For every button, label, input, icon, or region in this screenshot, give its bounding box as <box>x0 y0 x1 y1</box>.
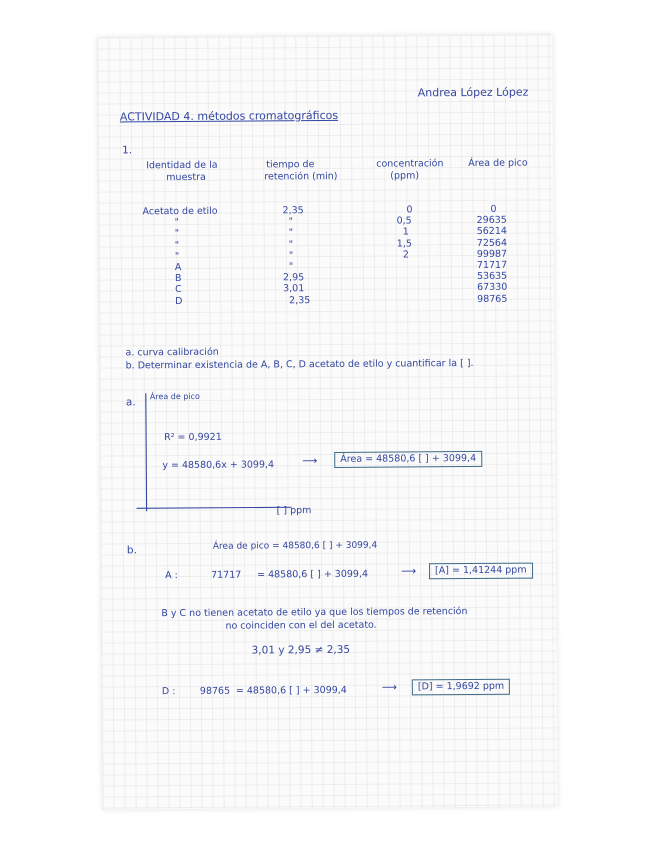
section-a-label: a. <box>125 396 136 409</box>
cell-area-4: 72564 <box>476 237 508 249</box>
cell-conc-3: 1 <box>402 226 409 238</box>
x-axis-label: [ ] ppm <box>276 505 312 517</box>
result-A: [A] = 1,41244 ppm <box>429 563 533 580</box>
task-b: b. Determinar existencia de A, B, C, D acetato de etilo y cuantificar la [ ]. <box>125 357 474 372</box>
sample-A-equation: = 48580,6 [ ] + 3099,4 <box>257 568 369 581</box>
sample-D-label: D : <box>161 686 176 698</box>
header-area: Área de pico <box>468 157 528 170</box>
sample-A-area: 71717 <box>211 569 242 581</box>
regression-equation: y = 48580,6x + 3099,4 <box>162 459 275 472</box>
cell-sample-D: D <box>175 295 183 307</box>
cell-sample-A: A <box>174 261 182 273</box>
column-area <box>476 205 507 306</box>
cell-conc-1: 0 <box>406 204 413 216</box>
task-a: a. curva calibración <box>125 346 219 359</box>
cell-area-B: 53635 <box>476 270 508 283</box>
cell-retention-B: 2,95 <box>282 272 305 284</box>
author-name: Andrea López López <box>417 85 529 100</box>
r-squared: R² = 0,9921 <box>164 431 222 444</box>
area-formula: Área de pico = 48580,6 [ ] + 3099,4 <box>212 540 378 552</box>
header-concentration-line2: (ppm) <box>390 170 420 182</box>
cell-sample-5: " <box>174 250 180 262</box>
cell-area-C: 67330 <box>477 282 508 294</box>
cell-area-3: 56214 <box>476 226 507 238</box>
bc-explanation-line1: B y C no tienen acetato de etilo ya que los tiempos de retención <box>161 606 468 620</box>
sample-A-label: A : <box>165 570 178 582</box>
column-concentration <box>396 205 412 261</box>
cell-area-1: 0 <box>490 203 497 215</box>
cell-retention-4: " <box>288 238 294 250</box>
column-retention <box>282 206 310 307</box>
notebook-page <box>97 34 557 809</box>
arrow-equation: ⟶ <box>302 455 318 468</box>
cell-sample-3: " <box>174 228 180 240</box>
bc-retention-comparison: 3,01 y 2,95 ≠ 2,35 <box>251 643 351 657</box>
header-sample-line1: Identidad de la <box>146 159 218 172</box>
cell-retention-2: " <box>288 216 294 228</box>
cell-sample-4: " <box>174 239 180 251</box>
cell-area-A: 71717 <box>476 259 508 271</box>
header-sample-line2: muestra <box>166 171 206 184</box>
sample-D-equation: = 48580,6 [ ] + 3099,4 <box>235 684 347 697</box>
cell-retention-3: " <box>288 227 294 239</box>
header-concentration-line1: concentración <box>376 158 444 170</box>
cell-sample-C: C <box>175 284 182 296</box>
boxed-area-formula: Área = 48580,6 [ ] + 3099,4 <box>334 451 482 468</box>
header-retention-line1: tiempo de <box>266 159 315 171</box>
cell-area-5: 99987 <box>476 248 508 260</box>
cell-conc-5: 2 <box>402 249 409 261</box>
cell-retention-5: " <box>288 249 294 262</box>
cell-retention-1: 2,35 <box>282 205 304 217</box>
cell-conc-4: 1,5 <box>396 237 412 250</box>
cell-sample-B: B <box>174 273 182 285</box>
activity-title: ACTIVIDAD 4. métodos cromatográficos <box>119 108 339 124</box>
cell-sample-1: Acetato de etilo <box>142 205 218 218</box>
section-b-label: b. <box>126 544 137 557</box>
cell-retention-A: " <box>288 261 294 273</box>
arrow-A: ⟶ <box>401 565 417 578</box>
cell-sample-2: " <box>174 217 180 229</box>
bc-explanation-line2: no coinciden con el del acetato. <box>225 619 377 632</box>
cell-area-2: 29635 <box>476 214 507 227</box>
y-axis-label: Área de pico <box>149 391 200 402</box>
calibration-axes <box>136 392 297 523</box>
header-retention-line2: retención (min) <box>264 170 338 183</box>
result-D: [D] = 1,9692 ppm <box>412 679 510 696</box>
column-sample <box>142 207 218 308</box>
cell-retention-D: 2,35 <box>289 294 311 306</box>
arrow-D: ⟶ <box>381 681 397 694</box>
cell-conc-2: 0,5 <box>396 215 412 227</box>
cell-area-D: 98765 <box>477 293 508 305</box>
cell-retention-C: 3,01 <box>283 283 305 295</box>
section-1-number: 1. <box>122 144 133 157</box>
sample-D-area: 98765 <box>199 685 231 697</box>
